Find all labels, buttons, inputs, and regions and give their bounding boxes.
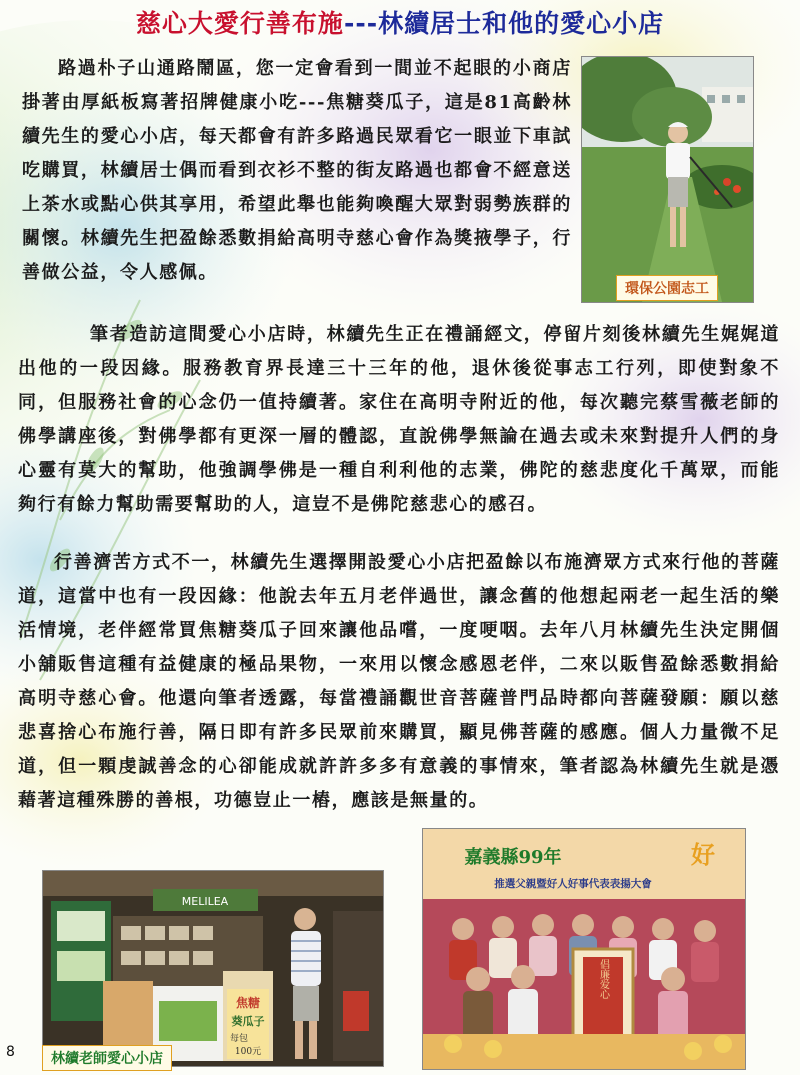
board-text-1: 焦糖 [235,996,261,1010]
title-sub: ---林續居士和他的愛心小店 [343,9,665,38]
park-photo-caption: 環保公園志工 [616,275,718,301]
banner-line-1: 嘉義縣99年 [464,847,562,868]
banner-corner-text: 好 [691,841,715,869]
award-ceremony-photo [422,828,746,1070]
page-number: 8 [6,1044,15,1060]
page-title [0,4,800,40]
paragraph-2: 筆者造訪這間愛心小店時，林續先生正在禮誦經文，停留片刻後林續先生娓娓道出他的一段因緣。服務教育界長達三十三年的他，退休後從事志工行列，即使對象不同，但服務社會的心念仍一值持續著。家住在高明寺附近的他，每次聽完蔡雪薇老師的佛學講座後，對佛學都有更深一層的體認，直說佛學無論在過去或未來對提升人們的身心靈有莫大的幫助，他強調學佛是一種自利利他的志業，佛陀的慈悲度化千萬眾，而能夠行有餘力幫助需要幫助的人，這豈不是佛陀慈悲心的感召。 [18,324,780,515]
store-sign-text: MELILEA [181,895,229,908]
board-price-2: 100元 [234,1047,262,1057]
banner-line-2: 推選父親暨好人好事代表表揚大會 [494,878,652,890]
board-text-2: 葵瓜子 [231,1015,265,1028]
paragraph-3: 行善濟苦方式不一，林續先生選擇開設愛心小店把盈餘以布施濟眾方式來行他的菩薩道，這當中也有一段因緣：他說去年五月老伴過世，讓念舊的他想起兩老一起生活的樂活情境，老伴經常買焦糖葵瓜子回來讓他品嚐，一度哽咽。去年八月林續先生決定開個小舖販售這種有益健康的極品果物，一來用以懷念感恩老伴，二來以販售盈餘悉數捐給高明寺慈心會。他還向筆者透露，每當禮誦觀世音菩薩普門品時都向菩薩發願：願以慈悲喜捨心布施行善，隔日即有許多民眾前來購買，顯見佛菩薩的感應。個人力量微不足道，但一顆虔誠善念的心卻能成就許許多多有意義的事情來，筆者認為林續先生就是憑藉著這種殊勝的善根，功德豈止一樁，應該是無量的。 [18,552,780,811]
shop-photo [42,870,384,1067]
title-main: 慈心大愛行善布施 [135,9,344,38]
paragraph-1: 路過朴子山通路鬧區，您一定會看到一間並不起眼的小商店掛著由厚紙板寫著招牌健康小吃---焦糖葵瓜子，這是81高齡林續先生的愛心小店，每天都會有許多路過民眾看它一眼並下車試吃購買，林續居士偶而看到衣衫不整的街友路過也都會不經意送上茶水或點心供其享用，希望此舉也能夠喚醒大眾對弱勢族群的關懷。林續先生把盈餘悉數捐給高明寺慈心會作為獎掖學子，行善做公益，令人感佩。 [22,58,572,283]
park-volunteer-photo [581,56,754,303]
shop-photo-caption: 林續老師愛心小店 [42,1045,172,1071]
shop-scene-image [43,871,383,1066]
scroll-text: 倡廉爱心 [597,959,609,999]
park-scene-image [582,57,753,302]
ceremony-scene-image [423,829,745,1069]
board-price-1: 每包 [229,1034,249,1044]
